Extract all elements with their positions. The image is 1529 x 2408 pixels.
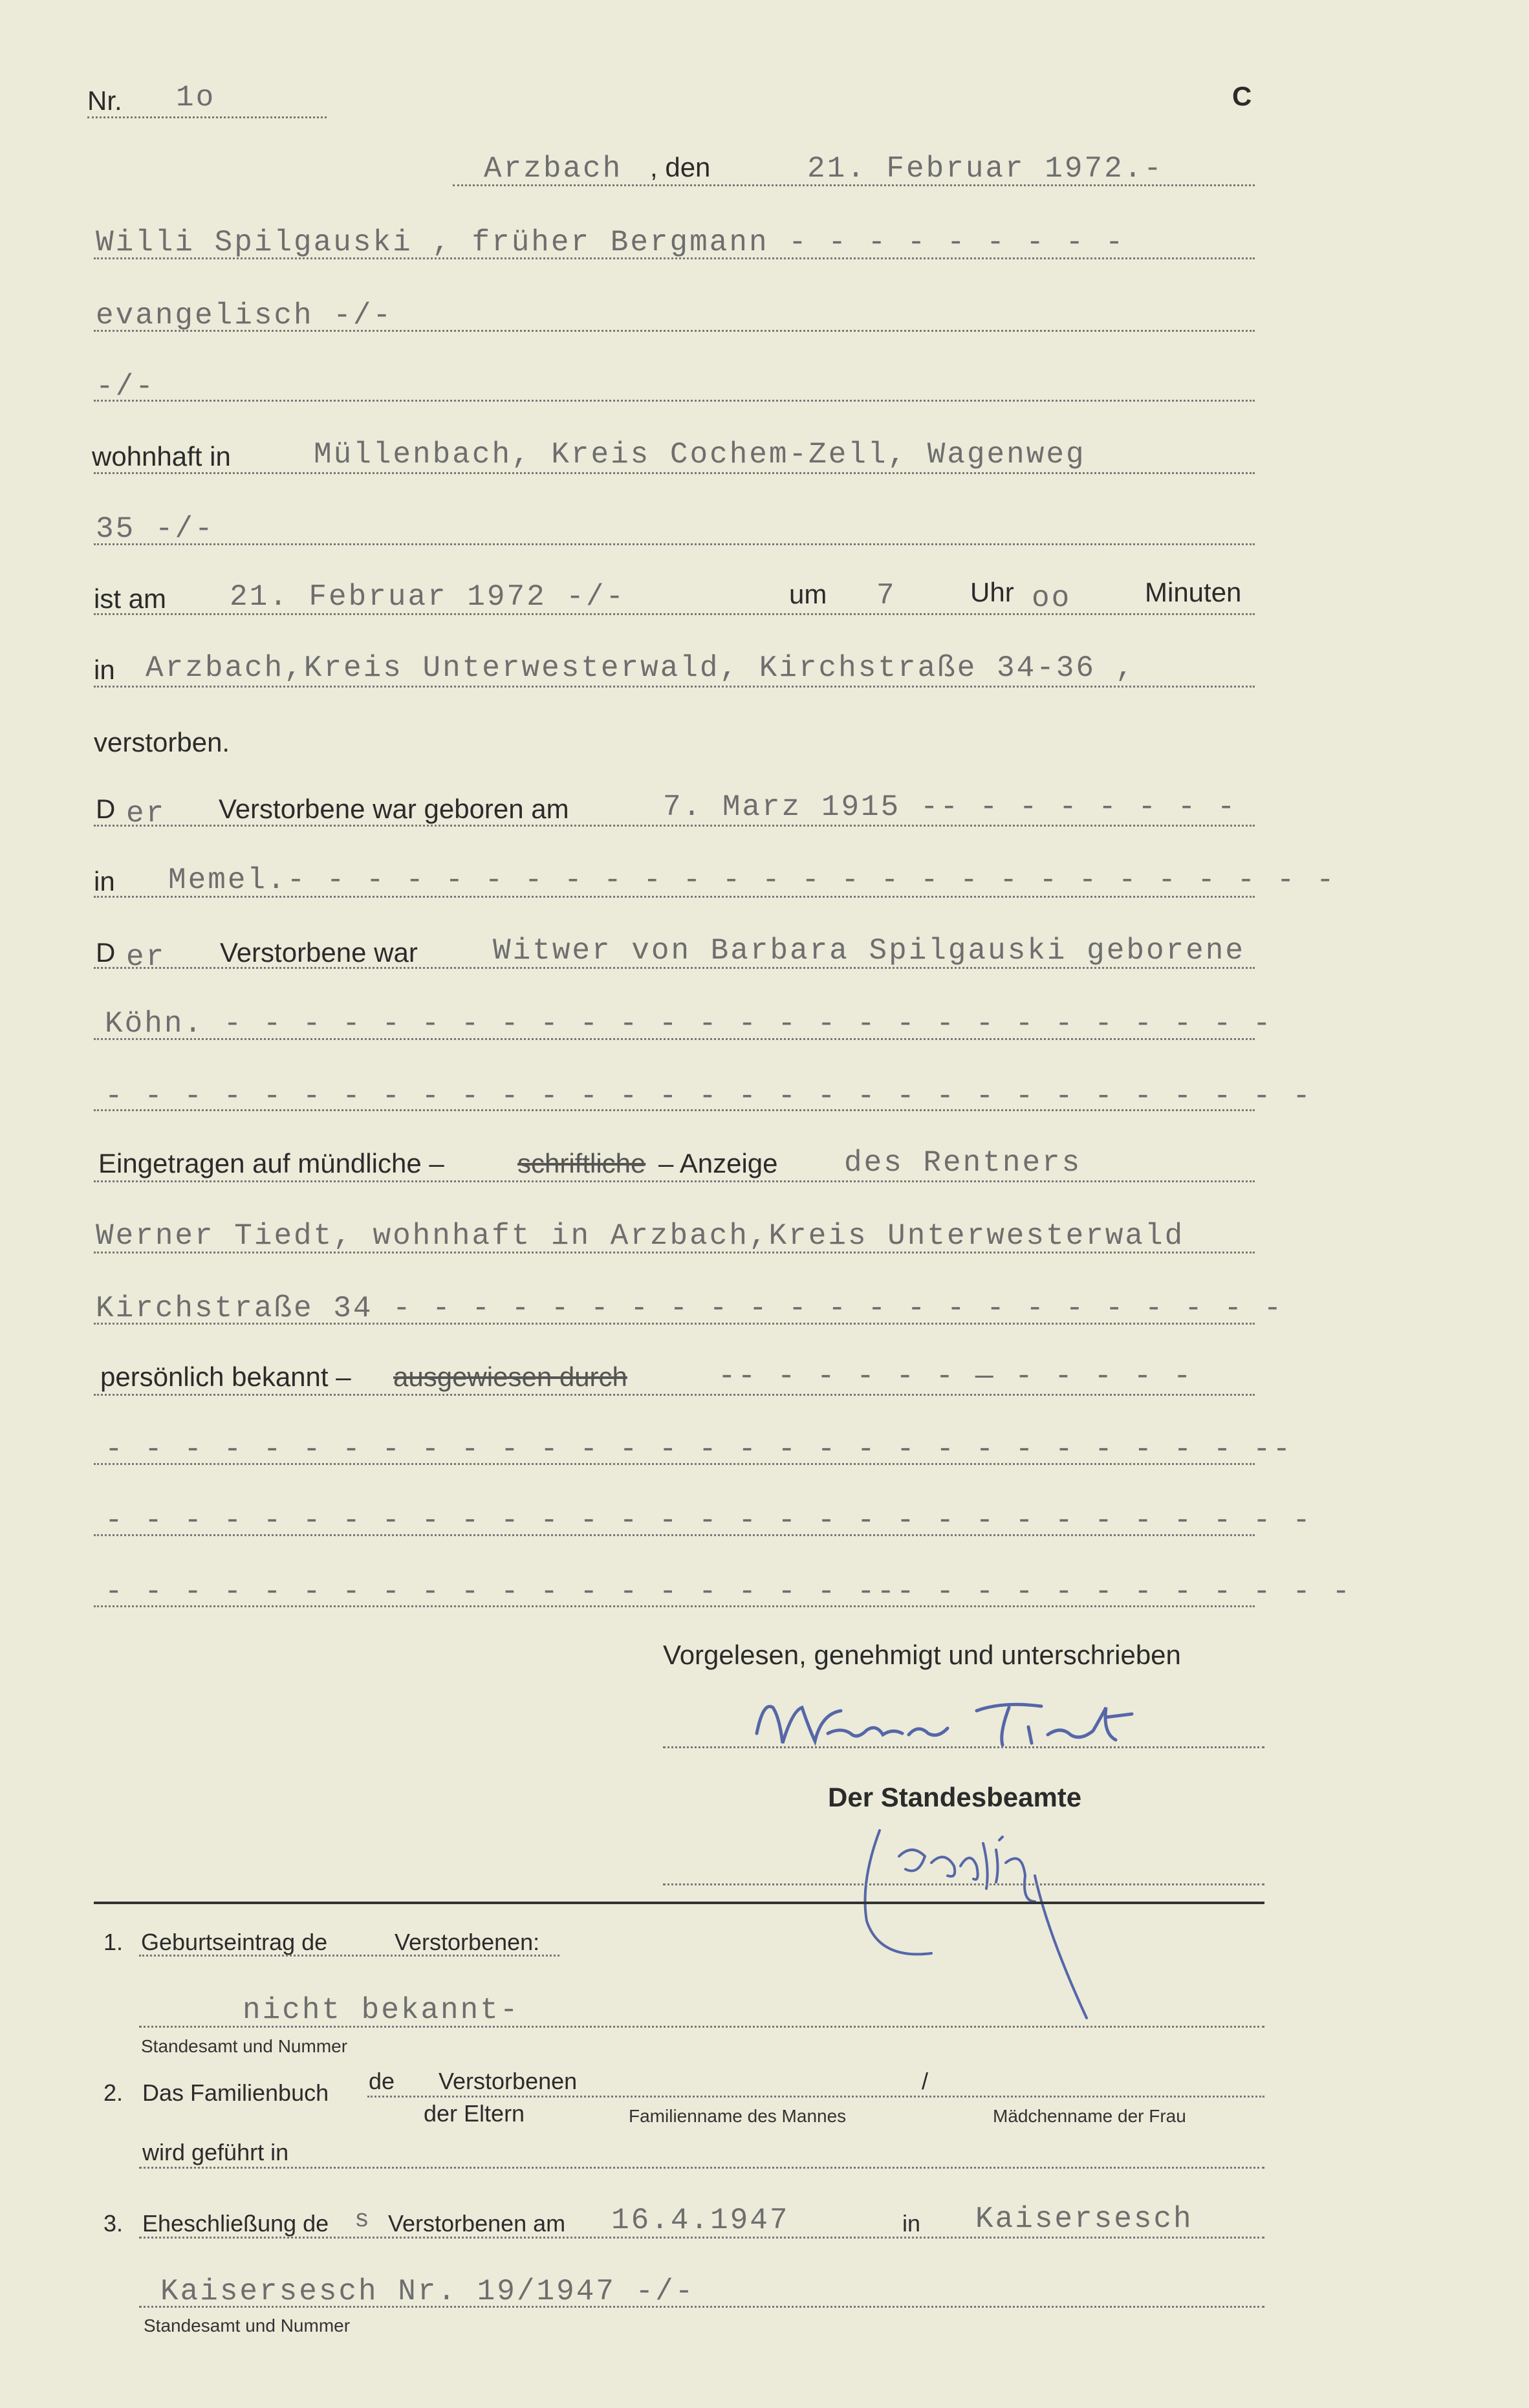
note-2-de: de [369, 2068, 395, 2094]
note-3-s: s [354, 2206, 371, 2234]
place-value: Arzbach [484, 152, 623, 186]
note-1-value-underline [139, 2026, 1264, 2028]
note-2-caption-husband: Familienname des Mannes [629, 2106, 847, 2126]
note-1-value: nicht bekannt- [243, 1993, 520, 2027]
note-3-value: Kaisersesch Nr. 19/1947 -/- [160, 2275, 695, 2308]
der-typed: er [126, 797, 166, 830]
note-3-number: 3. [103, 2210, 124, 2237]
note-3-place: Kaisersesch [975, 2202, 1193, 2236]
report-dash-underline-1 [94, 1463, 1255, 1465]
nr-label: Nr. [87, 85, 122, 116]
blank-underline [94, 400, 1255, 402]
hour-value: 7 [876, 579, 896, 613]
death-place-value: Arzbach,Kreis Unterwesterwald, Kirchstraße 34-36 , [146, 651, 1136, 685]
report-dash-line-2: - - - - - - - - - - - - - - - - - - - - - - - - - - - - - - - [105, 1504, 1312, 1537]
death-date-value: 21. Februar 1972 -/- [230, 580, 626, 614]
known-struck: ausgewiesen durch [393, 1361, 627, 1392]
registrar-signature-line [663, 1883, 1264, 1885]
residence-label: wohnhaft in [92, 441, 231, 472]
report-label-struck: schriftliche [517, 1148, 646, 1178]
reporter-signature-line [663, 1746, 1264, 1748]
den-label: , den [650, 152, 711, 182]
report-underline [94, 1180, 1255, 1182]
note-3-in: in [902, 2210, 921, 2237]
date-underline [453, 184, 1255, 186]
death-date-underline [94, 613, 1255, 615]
residence-line-1: Müllenbach, Kreis Cochem-Zell, Wagenweg [314, 438, 1086, 472]
registrar-signature [841, 1805, 1100, 2037]
report-dash-underline-2 [94, 1534, 1255, 1536]
dash-line: - - - - - - - - - - - - - - - - - - - - - - - - - - - - - - - [105, 1079, 1312, 1113]
note-2-underline [367, 2096, 1264, 2098]
minuten-label: Minuten [1145, 577, 1242, 607]
section-divider [94, 1902, 1264, 1904]
status-continuation: Köhn. - - - - - - - - - - - - - - - - - - - - - - - - - - - [105, 1007, 1273, 1041]
uhr-label: Uhr [970, 577, 1014, 607]
note-2-eltern: der Eltern [424, 2100, 525, 2127]
date-value: 21. Februar 1972.- [807, 152, 1164, 186]
residence-underline-1 [94, 472, 1255, 474]
blank-line-value: -/- [96, 370, 155, 404]
known-label: persönlich bekannt – [100, 1361, 351, 1392]
note-1-label-underline [139, 1955, 559, 1957]
note-3-caption: Standesamt und Nummer [144, 2316, 351, 2336]
registrar-label: Der Standesbeamte [828, 1782, 1082, 1812]
der2-prefix: D [96, 937, 116, 968]
note-2-slash: / [922, 2068, 929, 2094]
birth-place-underline [94, 896, 1255, 898]
report-dash-line-3: - - - - - - - - - - - - - - - - - - - --- - - - - - - - - - - - [105, 1575, 1352, 1609]
note-1-label-b: Verstorbenen: [395, 1929, 540, 1955]
birth-place-value: Memel.- - - - - - - - - - - - - - - - - - - - - - - - - - - [168, 863, 1336, 897]
nr-value: 1o [176, 81, 216, 114]
note-2-number: 2. [103, 2079, 124, 2106]
known-dashes: -- - - - - - — - - - - - [718, 1360, 1193, 1393]
der2-typed: er [126, 940, 166, 974]
birth-date-underline [94, 825, 1255, 827]
status-cont-underline [94, 1038, 1255, 1040]
note-1-number: 1. [103, 1929, 124, 1955]
reporter-signature [744, 1688, 1184, 1759]
note-2-place-underline [139, 2167, 1264, 2169]
report-dash-line-1: - - - - - - - - - - - - - - - - - - - - - - - - - - - - - -- [105, 1433, 1293, 1466]
reporter-underline-2 [94, 1252, 1255, 1253]
deceased-name: Willi Spilgauski , früher Bergmann - - - - - - - - - [96, 226, 1125, 259]
religion-underline [94, 330, 1255, 332]
note-1-caption: Standesamt und Nummer [141, 2036, 348, 2056]
note-1-label: Geburtseintrag de [141, 1929, 328, 1955]
note-3-value-underline [139, 2306, 1264, 2308]
read-approved-label: Vorgelesen, genehmigt und unterschrieben [663, 1640, 1181, 1670]
report-label-a: Eingetragen auf mündliche – [98, 1148, 444, 1178]
reporter-underline-3 [94, 1323, 1255, 1325]
reporter-line-3: Kirchstraße 34 - - - - - - - - - - - - - - - - - - - - - - - [96, 1292, 1284, 1325]
status-label: Verstorbene war [220, 937, 418, 968]
note-3-underline [139, 2237, 1264, 2239]
nr-underline [87, 116, 327, 118]
status-value: Witwer von Barbara Spilgauski geborene [493, 934, 1245, 968]
note-3-label: Eheschließung de [142, 2210, 329, 2237]
death-place-underline [94, 686, 1255, 688]
death-date-label: ist am [94, 583, 167, 614]
report-dash-underline-3 [94, 1605, 1255, 1607]
reporter-line-2: Werner Tiedt, wohnhaft in Arzbach,Kreis Unterwesterwald [96, 1219, 1185, 1253]
birth-place-label: in [94, 866, 115, 896]
death-place-label: in [94, 655, 115, 685]
note-3-date: 16.4.1947 [611, 2204, 790, 2237]
residence-line-2: 35 -/- [96, 512, 215, 546]
der-prefix: D [96, 794, 116, 824]
minutes-value: oo [1032, 581, 1072, 615]
note-2-label-b: wird geführt in [142, 2139, 289, 2165]
known-underline [94, 1394, 1255, 1396]
report-label-b: – Anzeige [658, 1148, 778, 1178]
dash-line-underline [94, 1109, 1255, 1111]
form-letter: C [1232, 81, 1252, 111]
note-2-verstorbenen: Verstorbenen [439, 2068, 578, 2094]
note-2-label: Das Familienbuch [142, 2079, 329, 2106]
um-label: um [789, 579, 827, 609]
status-underline [94, 967, 1255, 969]
reporter-value: des Rentners [844, 1146, 1082, 1180]
religion-value: evangelisch -/- [96, 299, 393, 332]
verstorben-label: verstorben. [94, 727, 230, 757]
note-2-caption-wife: Mädchenname der Frau [993, 2106, 1186, 2126]
born-label: Verstorbene war geboren am [219, 794, 569, 824]
birth-date-value: 7. Marz 1915 -- - - - - - - - [663, 790, 1237, 824]
note-3-label-b: Verstorbenen am [388, 2210, 566, 2237]
name-underline [94, 257, 1255, 259]
residence-underline-2 [94, 543, 1255, 545]
